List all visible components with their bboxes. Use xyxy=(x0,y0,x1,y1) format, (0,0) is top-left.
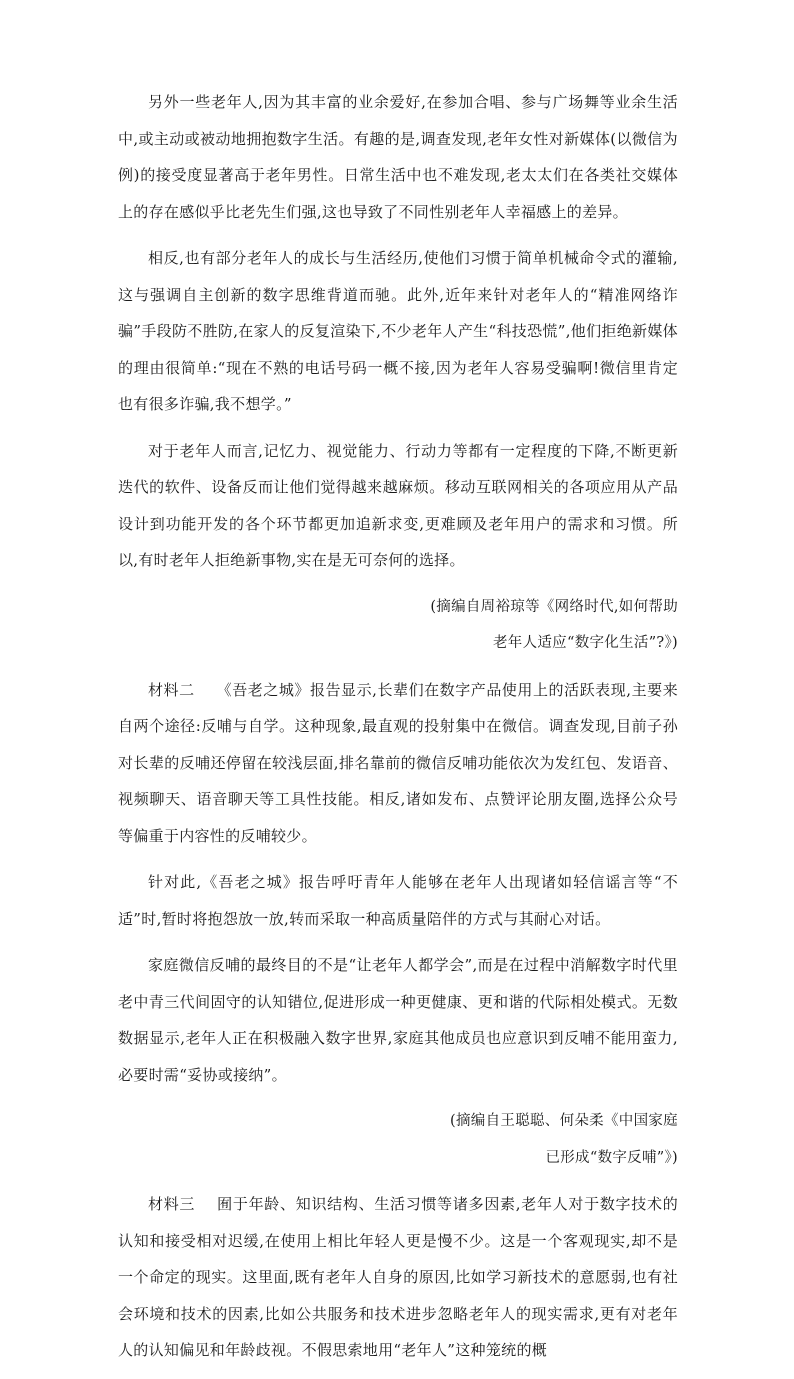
paragraph-appeal: 针对此,《吾老之城》报告呼吁青年人能够在老年人出现诸如轻信谣言等“不适”时,暂时将抱怨放一放,转而采取一种高质量陪伴的方式与其耐心对话。 xyxy=(118,873,678,928)
source-citation-2-line1: (摘编自王聪聪、何朵柔《中国家庭 xyxy=(450,1113,678,1129)
material-two-paragraph xyxy=(118,672,678,855)
document-body xyxy=(118,84,678,1379)
material-three-text: 囿于年龄、知识结构、生活习惯等诸多因素,老年人对于数字技术的认知和接受相对迟缓,在使用上相比年轻人更是慢不少。这是一个客观现实,却不是一个命定的现实。这里面,既有老年人自身的原因,比如学习新技术的意愿弱,也有社会环境和技术的因素,比如公共服务和技术进步忽略老年人的现实需求,更有对老年人的认知偏见和年龄歧视。不假思索地用“老年人”这种笼统的概 xyxy=(118,1195,678,1359)
source-citation-1-line2: 老年人适应“数字化生活”?》) xyxy=(492,635,678,651)
paragraph-hobbies: 另外一些老年人,因为其丰富的业余爱好,在参加合唱、参与广场舞等业余生活中,或主动或被动地拥抱数字生活。有趣的是,调查发现,老年女性对新媒体(以微信为例)的接受度显著高于老年男性。日常生活中也不难发现,老太太们在各类社交媒体上的存在感似乎比老先生们强,这也导致了不同性别老年人幸福感上的差异。 xyxy=(118,93,678,221)
material-three-label: 材料三 xyxy=(148,1195,196,1213)
source-citation-2-line2: 已形成“数字反哺”》) xyxy=(545,1149,678,1166)
paragraph-family-feedback: 家庭微信反哺的最终目的不是“让老年人都学会”,而是在过程中消解数字时代里老中青三代间固守的认知错位,促进形成一种更健康、更和谐的代际相处模式。无数数据显示,老年人正在积极融入数字世界,家庭其他成员也应意识到反哺不能用蛮力,必要时需“妥协或接纳”。 xyxy=(118,956,678,1084)
material-two-text: 《吾老之城》报告显示,长辈们在数字产品使用上的活跃表现,主要来自两个途径:反哺与自学。这种现象,最直观的投射集中在微信。调查发现,目前子孙对长辈的反哺还停留在较浅层面,排名靠前的微信反哺功能依次为发红包、发语音、视频聊天、语音聊天等工具性技能。相反,诸如发布、点赞评论朋友圈,选择公众号等偏重于内容性的反哺较少。 xyxy=(118,680,678,845)
material-two-label: 材料二 xyxy=(148,680,195,699)
paragraph-decline: 对于老年人而言,记忆力、视觉能力、行动力等都有一定程度的下降,不断更新迭代的软件、设备反而让他们觉得越来越麻烦。移动互联网相关的各项应用从产品设计到功能开发的各个环节都更加追新求变,更难顾及老年用户的需求和习惯。所以,有时老年人拒绝新事物,实在是无可奈何的选择。 xyxy=(118,441,678,569)
material-three-paragraph xyxy=(118,1186,678,1369)
source-citation-1-line1: (摘编自周裕琼等《网络时代,如何帮助 xyxy=(430,598,678,615)
paragraph-tech-fear: 相反,也有部分老年人的成长与生活经历,使他们习惯于简单机械命令式的灌输,这与强调自主创新的数字思维背道而驰。此外,近年来针对老年人的“精准网络诈骗”手段防不胜防,在家人的反复渲染下,不少老年人产生“科技恐慌”,他们拒绝新媒体的理由很简单:“现在不熟的电话号码一概不接,因为老年人容易受骗啊!微信里肯定也有很多诈骗,我不想学。” xyxy=(118,249,678,413)
